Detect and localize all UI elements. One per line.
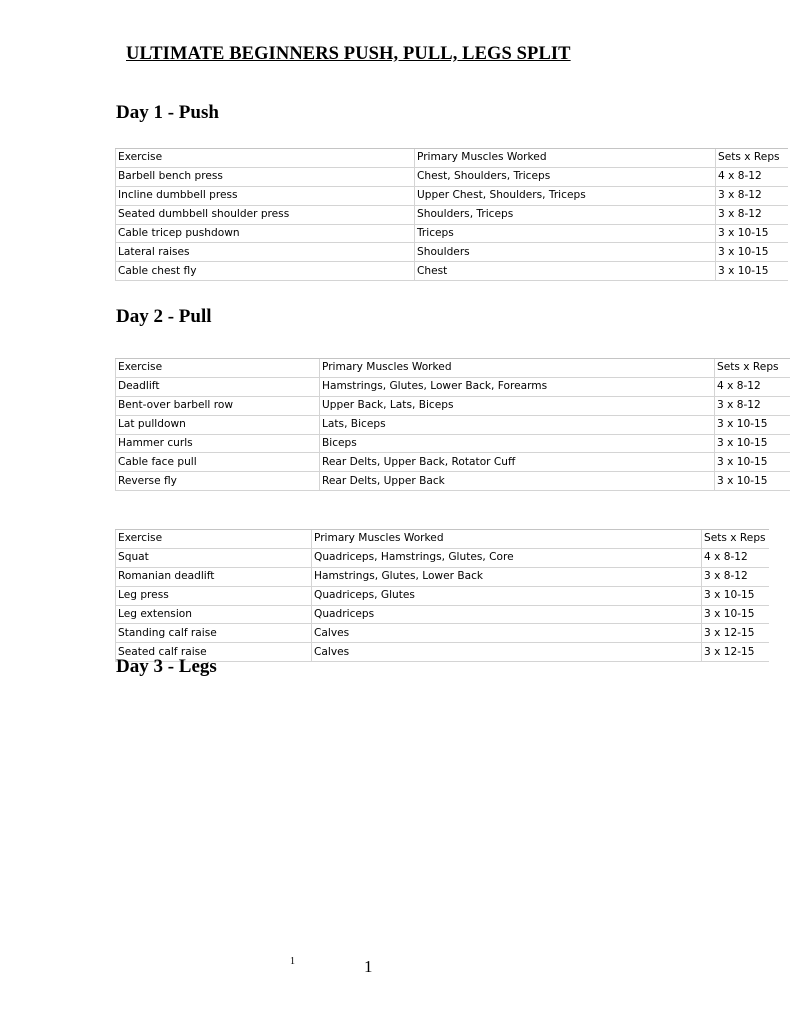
muscles-cell: Quadriceps bbox=[312, 605, 702, 624]
muscles-cell: Rear Delts, Upper Back, Rotator Cuff bbox=[320, 453, 715, 472]
table-row bbox=[116, 415, 790, 434]
sets-reps-cell: 3 x 12-15 bbox=[702, 643, 769, 662]
table-row bbox=[116, 624, 769, 643]
page-number: 1 bbox=[364, 957, 373, 976]
table-row bbox=[116, 453, 790, 472]
exercise-cell: Hammer curls bbox=[116, 434, 320, 453]
exercise-cell: Cable face pull bbox=[116, 453, 320, 472]
muscles-cell: Rear Delts, Upper Back bbox=[320, 472, 715, 491]
muscles-cell: Upper Chest, Shoulders, Triceps bbox=[415, 186, 716, 205]
sets-reps-cell: 3 x 8-12 bbox=[702, 567, 769, 586]
muscles-cell: Chest bbox=[415, 262, 716, 281]
muscles-cell: Quadriceps, Glutes bbox=[312, 586, 702, 605]
table-row bbox=[116, 586, 769, 605]
sets-reps-cell: 3 x 10-15 bbox=[715, 415, 790, 434]
document-title: ULTIMATE BEGINNERS PUSH, PULL, LEGS SPLIT bbox=[126, 44, 571, 64]
exercise-cell: Leg press bbox=[116, 586, 312, 605]
table-row bbox=[116, 567, 769, 586]
day3-table bbox=[115, 529, 769, 662]
table-row bbox=[116, 377, 790, 396]
muscles-cell: Hamstrings, Glutes, Lower Back bbox=[312, 567, 702, 586]
column-header-exercise: Exercise bbox=[116, 530, 312, 549]
table-row bbox=[116, 396, 790, 415]
sets-reps-cell: 3 x 10-15 bbox=[716, 262, 788, 281]
column-header-muscles: Primary Muscles Worked bbox=[320, 359, 715, 378]
exercise-cell: Seated calf raise bbox=[116, 643, 312, 662]
column-header-sets-reps: Sets x Reps bbox=[715, 359, 790, 378]
sets-reps-cell: 3 x 10-15 bbox=[702, 586, 769, 605]
exercise-cell: Incline dumbbell press bbox=[116, 186, 415, 205]
muscles-cell: Lats, Biceps bbox=[320, 415, 715, 434]
table-row bbox=[116, 243, 788, 262]
day2-table bbox=[115, 358, 790, 491]
table-header-row bbox=[116, 359, 790, 378]
table-row bbox=[116, 186, 788, 205]
exercise-cell: Leg extension bbox=[116, 605, 312, 624]
day3-heading: Day 3 - Legs bbox=[116, 656, 217, 677]
sets-reps-cell: 3 x 8-12 bbox=[716, 205, 788, 224]
muscles-cell: Shoulders bbox=[415, 243, 716, 262]
exercise-cell: Lateral raises bbox=[116, 243, 415, 262]
exercise-cell: Lat pulldown bbox=[116, 415, 320, 434]
muscles-cell: Triceps bbox=[415, 224, 716, 243]
table-row bbox=[116, 434, 790, 453]
exercise-cell: Barbell bench press bbox=[116, 167, 415, 186]
muscles-cell: Shoulders, Triceps bbox=[415, 205, 716, 224]
exercise-cell: Seated dumbbell shoulder press bbox=[116, 205, 415, 224]
footnote-marker: 1 bbox=[290, 956, 295, 967]
table-row bbox=[116, 205, 788, 224]
day2-heading: Day 2 - Pull bbox=[116, 306, 212, 327]
muscles-cell: Biceps bbox=[320, 434, 715, 453]
sets-reps-cell: 4 x 8-12 bbox=[702, 548, 769, 567]
table-row bbox=[116, 605, 769, 624]
exercise-cell: Squat bbox=[116, 548, 312, 567]
day1-heading: Day 1 - Push bbox=[116, 102, 219, 123]
exercise-cell: Bent-over barbell row bbox=[116, 396, 320, 415]
muscles-cell: Upper Back, Lats, Biceps bbox=[320, 396, 715, 415]
column-header-muscles: Primary Muscles Worked bbox=[312, 530, 702, 549]
exercise-cell: Standing calf raise bbox=[116, 624, 312, 643]
exercise-cell: Cable chest fly bbox=[116, 262, 415, 281]
column-header-exercise: Exercise bbox=[116, 149, 415, 168]
sets-reps-cell: 3 x 12-15 bbox=[702, 624, 769, 643]
table-row bbox=[116, 548, 769, 567]
table-row bbox=[116, 262, 788, 281]
day1-table bbox=[115, 148, 788, 281]
column-header-sets-reps: Sets x Reps bbox=[702, 530, 769, 549]
exercise-cell: Deadlift bbox=[116, 377, 320, 396]
muscles-cell: Quadriceps, Hamstrings, Glutes, Core bbox=[312, 548, 702, 567]
muscles-cell: Calves bbox=[312, 624, 702, 643]
sets-reps-cell: 3 x 10-15 bbox=[715, 472, 790, 491]
muscles-cell: Hamstrings, Glutes, Lower Back, Forearms bbox=[320, 377, 715, 396]
table-row bbox=[116, 472, 790, 491]
column-header-exercise: Exercise bbox=[116, 359, 320, 378]
table-header-row bbox=[116, 530, 769, 549]
sets-reps-cell: 3 x 8-12 bbox=[715, 396, 790, 415]
exercise-cell: Reverse fly bbox=[116, 472, 320, 491]
sets-reps-cell: 3 x 10-15 bbox=[716, 224, 788, 243]
column-header-muscles: Primary Muscles Worked bbox=[415, 149, 716, 168]
exercise-cell: Cable tricep pushdown bbox=[116, 224, 415, 243]
sets-reps-cell: 3 x 10-15 bbox=[715, 434, 790, 453]
muscles-cell: Chest, Shoulders, Triceps bbox=[415, 167, 716, 186]
sets-reps-cell: 4 x 8-12 bbox=[715, 377, 790, 396]
sets-reps-cell: 4 x 8-12 bbox=[716, 167, 788, 186]
sets-reps-cell: 3 x 10-15 bbox=[702, 605, 769, 624]
sets-reps-cell: 3 x 10-15 bbox=[716, 243, 788, 262]
table-header-row bbox=[116, 149, 788, 168]
muscles-cell: Calves bbox=[312, 643, 702, 662]
column-header-sets-reps: Sets x Reps bbox=[716, 149, 788, 168]
table-row bbox=[116, 167, 788, 186]
table-row bbox=[116, 224, 788, 243]
sets-reps-cell: 3 x 10-15 bbox=[715, 453, 790, 472]
sets-reps-cell: 3 x 8-12 bbox=[716, 186, 788, 205]
exercise-cell: Romanian deadlift bbox=[116, 567, 312, 586]
